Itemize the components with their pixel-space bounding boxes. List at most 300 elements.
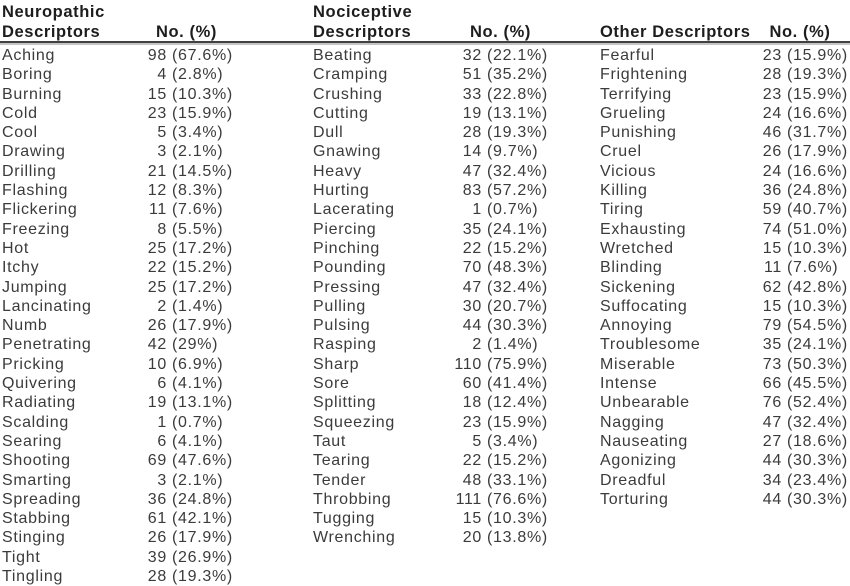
descriptor-percentage: (32.4%) xyxy=(487,162,548,180)
table-row xyxy=(2,104,238,123)
table-row xyxy=(600,123,850,142)
descriptor-label: Gnawing xyxy=(313,143,382,161)
descriptor-label: Pressing xyxy=(313,278,381,296)
descriptor-count: 6 xyxy=(157,375,167,393)
column-title-line2: Descriptors xyxy=(2,23,101,41)
descriptor-percentage: (1.4%) xyxy=(487,336,539,354)
descriptor-label: Lacerating xyxy=(313,201,395,219)
descriptor-count: 62 xyxy=(762,278,782,296)
descriptor-count: 26 xyxy=(762,143,782,161)
descriptor-percentage: (48.3%) xyxy=(487,259,548,277)
descriptor-label: Penetrating xyxy=(2,336,92,354)
table-row xyxy=(2,220,238,239)
descriptor-count: 27 xyxy=(762,432,782,450)
descriptor-label: Hot xyxy=(2,239,29,257)
table-row xyxy=(600,374,850,393)
descriptor-label: Stabbing xyxy=(2,510,71,528)
descriptor-count: 25 xyxy=(147,278,167,296)
descriptor-percentage: (50.3%) xyxy=(787,355,848,373)
descriptor-label: Itchy xyxy=(2,259,40,277)
descriptor-percentage: (6.9%) xyxy=(172,355,224,373)
descriptor-percentage: (5.5%) xyxy=(172,220,224,238)
descriptor-label: Torturing xyxy=(600,490,669,508)
descriptor-percentage: (24.1%) xyxy=(787,336,848,354)
descriptor-label: Agonizing xyxy=(600,452,677,470)
table-row xyxy=(2,509,238,528)
descriptor-percentage: (23.4%) xyxy=(787,471,848,489)
descriptor-label: Jumping xyxy=(2,278,68,296)
table-row xyxy=(600,393,850,412)
descriptor-label: Dreadful xyxy=(600,471,667,489)
descriptor-percentage: (16.6%) xyxy=(787,104,848,122)
table-row xyxy=(313,65,551,84)
descriptor-count: 12 xyxy=(147,182,167,200)
descriptor-percentage: (40.7%) xyxy=(787,201,848,219)
descriptor-percentage: (17.9%) xyxy=(172,317,233,335)
descriptor-percentage: (15.9%) xyxy=(487,413,548,431)
descriptor-count: 47 xyxy=(462,162,482,180)
descriptor-percentage: (67.6%) xyxy=(172,47,233,64)
table-row xyxy=(2,335,238,354)
column-title-line2: Descriptors xyxy=(313,23,412,41)
descriptor-count: 26 xyxy=(147,317,167,335)
table-row xyxy=(600,85,850,104)
table-row xyxy=(313,490,551,509)
table-row xyxy=(2,181,238,200)
descriptor-percentage: (35.2%) xyxy=(487,66,548,84)
descriptor-label: Sharp xyxy=(313,355,360,373)
descriptor-label: Boring xyxy=(2,66,53,84)
descriptor-percentage: (16.6%) xyxy=(787,162,848,180)
descriptor-label: Punishing xyxy=(600,124,677,142)
descriptor-percentage: (30.3%) xyxy=(787,452,848,470)
table-row xyxy=(313,123,551,142)
descriptor-count: 30 xyxy=(462,297,482,315)
descriptor-percentage: (22.1%) xyxy=(487,47,548,64)
descriptor-label: Scalding xyxy=(2,413,69,431)
descriptor-label: Dull xyxy=(313,124,344,142)
descriptor-label: Fearful xyxy=(600,47,655,64)
table-row xyxy=(313,509,551,528)
descriptor-label: Numb xyxy=(2,317,48,335)
descriptor-label: Tugging xyxy=(313,510,376,528)
descriptor-label: Rasping xyxy=(313,336,377,354)
descriptor-percentage: (3.4%) xyxy=(172,124,224,142)
descriptor-label: Nauseating xyxy=(600,432,688,450)
descriptor-percentage: (17.2%) xyxy=(172,239,233,257)
table-row xyxy=(2,432,238,451)
descriptor-percentage: (10.3%) xyxy=(787,239,848,257)
descriptor-percentage: (17.9%) xyxy=(172,529,233,547)
descriptor-percentage: (4.1%) xyxy=(172,432,224,450)
descriptor-count: 35 xyxy=(462,220,482,238)
descriptor-count: 22 xyxy=(462,239,482,257)
table-row xyxy=(2,200,238,219)
descriptor-count: 44 xyxy=(762,490,782,508)
descriptor-percentage: (10.3%) xyxy=(787,297,848,315)
descriptor-label: Sickening xyxy=(600,278,676,296)
descriptor-label: Stinging xyxy=(2,529,66,547)
table-row xyxy=(600,104,850,123)
table-row xyxy=(600,200,850,219)
column-rows xyxy=(600,46,850,509)
descriptor-count: 11 xyxy=(148,201,167,219)
table-row xyxy=(313,239,551,258)
descriptor-label: Annoying xyxy=(600,317,673,335)
table-row xyxy=(313,46,551,65)
descriptor-percentage: (10.3%) xyxy=(172,85,233,103)
descriptor-count: 2 xyxy=(472,336,482,354)
descriptor-label: Throbbing xyxy=(313,490,392,508)
table-row xyxy=(313,393,551,412)
descriptor-count: 10 xyxy=(147,355,167,373)
column-header xyxy=(313,0,551,46)
descriptor-count: 44 xyxy=(462,317,482,335)
descriptor-percentage: (47.6%) xyxy=(172,452,233,470)
descriptor-label: Cruel xyxy=(600,143,642,161)
descriptor-label: Killing xyxy=(600,182,648,200)
column-title-line1: Nociceptive xyxy=(313,3,413,21)
table-row xyxy=(2,46,238,65)
descriptor-percentage: (19.3%) xyxy=(787,66,848,84)
descriptor-count: 23 xyxy=(462,413,482,431)
table-row xyxy=(600,142,850,161)
table-row xyxy=(2,85,238,104)
descriptor-count: 74 xyxy=(762,220,782,238)
descriptor-count: 4 xyxy=(157,66,167,84)
descriptor-percentage: (10.3%) xyxy=(487,510,548,528)
descriptor-percentage: (13.8%) xyxy=(487,529,548,547)
descriptor-percentage: (15.9%) xyxy=(787,85,848,103)
descriptor-label: Exhausting xyxy=(600,220,687,238)
column-nociceptive xyxy=(313,0,551,548)
descriptor-label: Splitting xyxy=(313,394,377,412)
descriptor-percentage: (13.1%) xyxy=(172,394,233,412)
table-row xyxy=(313,355,551,374)
descriptor-label: Freezing xyxy=(2,220,70,238)
descriptor-count: 21 xyxy=(147,162,167,180)
table-row xyxy=(600,220,850,239)
descriptor-label: Searing xyxy=(2,432,63,450)
descriptor-label: Cool xyxy=(2,124,38,142)
descriptor-label: Pulsing xyxy=(313,317,371,335)
descriptor-percentage: (13.1%) xyxy=(487,104,548,122)
descriptor-label: Pulling xyxy=(313,297,366,315)
descriptor-percentage: (17.9%) xyxy=(787,143,848,161)
descriptor-percentage: (26.9%) xyxy=(172,548,233,566)
descriptor-percentage: (30.3%) xyxy=(487,317,548,335)
table-row xyxy=(313,85,551,104)
descriptor-percentage: (15.9%) xyxy=(172,104,233,122)
descriptor-count: 14 xyxy=(462,143,482,161)
descriptor-count: 36 xyxy=(147,490,167,508)
table-row xyxy=(600,65,850,84)
value-header: No. (%) xyxy=(469,23,532,41)
descriptor-percentage: (31.7%) xyxy=(787,124,848,142)
descriptor-count: 46 xyxy=(762,124,782,142)
descriptor-label: Unbearable xyxy=(600,394,690,412)
column-rows xyxy=(313,46,551,548)
descriptor-label: Wrenching xyxy=(313,529,396,547)
descriptor-percentage: (32.4%) xyxy=(787,413,848,431)
table-row xyxy=(313,335,551,354)
descriptor-percentage: (29%) xyxy=(172,336,219,354)
descriptor-percentage: (42.8%) xyxy=(787,278,848,296)
descriptor-percentage: (22.8%) xyxy=(487,85,548,103)
descriptor-label: Troublesome xyxy=(600,336,701,354)
descriptor-percentage: (51.0%) xyxy=(787,220,848,238)
table-row xyxy=(313,316,551,335)
table-row xyxy=(2,490,238,509)
table-row xyxy=(313,162,551,181)
descriptor-label: Terrifying xyxy=(600,85,672,103)
descriptor-label: Tight xyxy=(2,548,41,566)
column-title-line2: Other Descriptors xyxy=(600,23,751,41)
descriptor-count: 48 xyxy=(462,471,482,489)
descriptor-percentage: (20.7%) xyxy=(487,297,548,315)
descriptor-label: Pinching xyxy=(313,239,380,257)
descriptor-label: Squeezing xyxy=(313,413,395,431)
descriptor-percentage: (14.5%) xyxy=(172,162,233,180)
table-row xyxy=(313,258,551,277)
table-row xyxy=(600,490,850,509)
table-row xyxy=(600,258,850,277)
descriptor-label: Hurting xyxy=(313,182,370,200)
descriptor-count: 70 xyxy=(462,259,482,277)
descriptor-count: 47 xyxy=(762,413,782,431)
column-rows xyxy=(2,46,238,586)
column-title-line1 xyxy=(600,2,850,22)
table-row xyxy=(2,548,238,567)
descriptor-label: Miserable xyxy=(600,355,676,373)
descriptor-count: 6 xyxy=(157,432,167,450)
descriptor-percentage: (18.6%) xyxy=(787,432,848,450)
descriptor-label: Taut xyxy=(313,432,347,450)
descriptor-count: 15 xyxy=(762,297,782,315)
descriptor-count: 5 xyxy=(472,432,482,450)
descriptor-count: 26 xyxy=(147,529,167,547)
column-title-line1: Neuropathic xyxy=(2,3,105,21)
table-row xyxy=(600,297,850,316)
descriptor-count: 83 xyxy=(462,182,482,200)
table-row xyxy=(600,355,850,374)
table-row xyxy=(2,374,238,393)
descriptor-percentage: (15.9%) xyxy=(787,47,848,64)
table-row xyxy=(2,528,238,547)
descriptor-percentage: (52.4%) xyxy=(787,394,848,412)
descriptor-percentage: (30.3%) xyxy=(787,490,848,508)
table-row xyxy=(2,65,238,84)
descriptor-count: 69 xyxy=(147,452,167,470)
descriptor-label: Heavy xyxy=(313,162,362,180)
table-row xyxy=(600,471,850,490)
descriptor-percentage: (33.1%) xyxy=(487,471,548,489)
descriptor-percentage: (24.1%) xyxy=(487,220,548,238)
descriptor-percentage: (32.4%) xyxy=(487,278,548,296)
table-row xyxy=(600,413,850,432)
descriptor-count: 33 xyxy=(462,85,482,103)
table-row xyxy=(600,432,850,451)
descriptor-count: 28 xyxy=(462,124,482,142)
descriptor-count: 44 xyxy=(762,452,782,470)
table-row xyxy=(313,432,551,451)
descriptor-count: 110 xyxy=(454,355,482,373)
descriptor-label: Wretched xyxy=(600,239,674,257)
table-row xyxy=(600,162,850,181)
descriptor-label: Frightening xyxy=(600,66,688,84)
descriptor-count: 3 xyxy=(157,471,167,489)
descriptor-count: 34 xyxy=(762,471,782,489)
descriptor-percentage: (3.4%) xyxy=(487,432,539,450)
descriptor-label: Drilling xyxy=(2,162,57,180)
descriptor-label: Nagging xyxy=(600,413,665,431)
descriptor-label: Tearing xyxy=(313,452,371,470)
descriptor-label: Cramping xyxy=(313,66,388,84)
descriptor-label: Tiring xyxy=(600,201,644,219)
descriptor-percentage: (41.4%) xyxy=(487,375,548,393)
descriptor-percentage: (0.7%) xyxy=(172,413,224,431)
table-row xyxy=(2,567,238,586)
table-row xyxy=(313,451,551,470)
descriptor-count: 22 xyxy=(147,259,167,277)
descriptor-count: 3 xyxy=(157,143,167,161)
descriptor-count: 19 xyxy=(147,394,167,412)
table-row xyxy=(600,451,850,470)
descriptor-count: 15 xyxy=(147,85,167,103)
descriptor-percentage: (8.3%) xyxy=(172,182,224,200)
table-row xyxy=(313,297,551,316)
table-row xyxy=(313,413,551,432)
descriptor-label: Sore xyxy=(313,375,350,393)
descriptor-percentage: (15.2%) xyxy=(487,239,548,257)
descriptor-count: 35 xyxy=(762,336,782,354)
descriptor-label: Blinding xyxy=(600,259,663,277)
descriptor-percentage: (57.2%) xyxy=(487,182,548,200)
descriptor-percentage: (9.7%) xyxy=(487,143,539,161)
table-row xyxy=(2,471,238,490)
descriptor-count: 23 xyxy=(147,104,167,122)
table-row xyxy=(313,104,551,123)
descriptor-percentage: (2.8%) xyxy=(172,66,224,84)
value-header: No. (%) xyxy=(155,23,218,41)
table-row xyxy=(600,316,850,335)
descriptor-count: 28 xyxy=(762,66,782,84)
table-row xyxy=(313,142,551,161)
descriptor-percentage: (75.9%) xyxy=(487,355,548,373)
descriptor-label: Flashing xyxy=(2,182,69,200)
descriptor-percentage: (12.4%) xyxy=(487,394,548,412)
descriptor-label: Cold xyxy=(2,104,38,122)
table-row xyxy=(2,162,238,181)
table-row xyxy=(313,471,551,490)
descriptor-count: 18 xyxy=(462,394,482,412)
descriptor-label: Pricking xyxy=(2,355,65,373)
descriptor-label: Lancinating xyxy=(2,297,92,315)
descriptor-count: 76 xyxy=(762,394,782,412)
table-row xyxy=(313,220,551,239)
descriptor-label: Crushing xyxy=(313,85,383,103)
descriptor-count: 8 xyxy=(157,220,167,238)
table-row xyxy=(2,413,238,432)
descriptor-count: 111 xyxy=(455,490,482,508)
descriptor-count: 98 xyxy=(147,47,167,64)
descriptor-label: Tender xyxy=(313,471,367,489)
descriptor-count: 20 xyxy=(462,529,482,547)
table-row xyxy=(600,335,850,354)
descriptor-count: 11 xyxy=(763,259,782,277)
descriptor-percentage: (54.5%) xyxy=(787,317,848,335)
descriptor-count: 42 xyxy=(147,336,167,354)
descriptor-count: 51 xyxy=(462,66,482,84)
descriptor-count: 39 xyxy=(147,548,167,566)
descriptor-count: 22 xyxy=(462,452,482,470)
descriptor-label: Drawing xyxy=(2,143,66,161)
descriptor-count: 60 xyxy=(462,375,482,393)
descriptor-count: 79 xyxy=(762,317,782,335)
descriptor-percentage: (2.1%) xyxy=(172,471,224,489)
table-row xyxy=(600,239,850,258)
table-row xyxy=(313,374,551,393)
descriptor-label: Smarting xyxy=(2,471,72,489)
descriptor-percentage: (19.3%) xyxy=(172,568,233,586)
column-neuropathic xyxy=(2,0,238,586)
descriptor-count: 24 xyxy=(762,104,782,122)
descriptor-label: Shooting xyxy=(2,452,71,470)
descriptor-label: Cutting xyxy=(313,104,369,122)
descriptor-count: 28 xyxy=(147,568,167,586)
descriptor-count: 32 xyxy=(462,47,482,64)
descriptor-count: 15 xyxy=(462,510,482,528)
descriptor-percentage: (19.3%) xyxy=(487,124,548,142)
table-row xyxy=(2,258,238,277)
column-other xyxy=(600,0,850,509)
table-row xyxy=(2,297,238,316)
descriptor-label: Tingling xyxy=(2,568,64,586)
descriptor-count: 25 xyxy=(147,239,167,257)
descriptor-percentage: (24.8%) xyxy=(172,490,233,508)
descriptor-label: Quivering xyxy=(2,375,77,393)
descriptor-label: Intense xyxy=(600,375,658,393)
column-header xyxy=(2,0,238,46)
value-header: No. (%) xyxy=(769,23,831,41)
table-row xyxy=(2,316,238,335)
descriptor-label: Burning xyxy=(2,85,63,103)
descriptor-count: 5 xyxy=(157,124,167,142)
table-row xyxy=(313,200,551,219)
descriptor-label: Beating xyxy=(313,47,373,64)
table-row xyxy=(2,278,238,297)
table-row xyxy=(2,123,238,142)
descriptor-count: 59 xyxy=(762,201,782,219)
descriptor-percentage: (1.4%) xyxy=(172,297,224,315)
table-row xyxy=(313,528,551,547)
descriptor-percentage: (24.8%) xyxy=(787,182,848,200)
descriptor-count: 1 xyxy=(157,413,167,431)
descriptor-count: 61 xyxy=(147,510,167,528)
descriptor-count: 2 xyxy=(157,297,167,315)
descriptor-label: Pounding xyxy=(313,259,387,277)
descriptor-percentage: (7.6%) xyxy=(172,201,224,219)
descriptor-percentage: (42.1%) xyxy=(172,510,233,528)
descriptor-label: Suffocating xyxy=(600,297,688,315)
table-row xyxy=(2,393,238,412)
descriptor-percentage: (76.6%) xyxy=(487,490,548,508)
table-row xyxy=(600,278,850,297)
descriptor-percentage: (17.2%) xyxy=(172,278,233,296)
table-row xyxy=(313,278,551,297)
table-row xyxy=(2,355,238,374)
descriptor-percentage: (45.5%) xyxy=(787,375,848,393)
